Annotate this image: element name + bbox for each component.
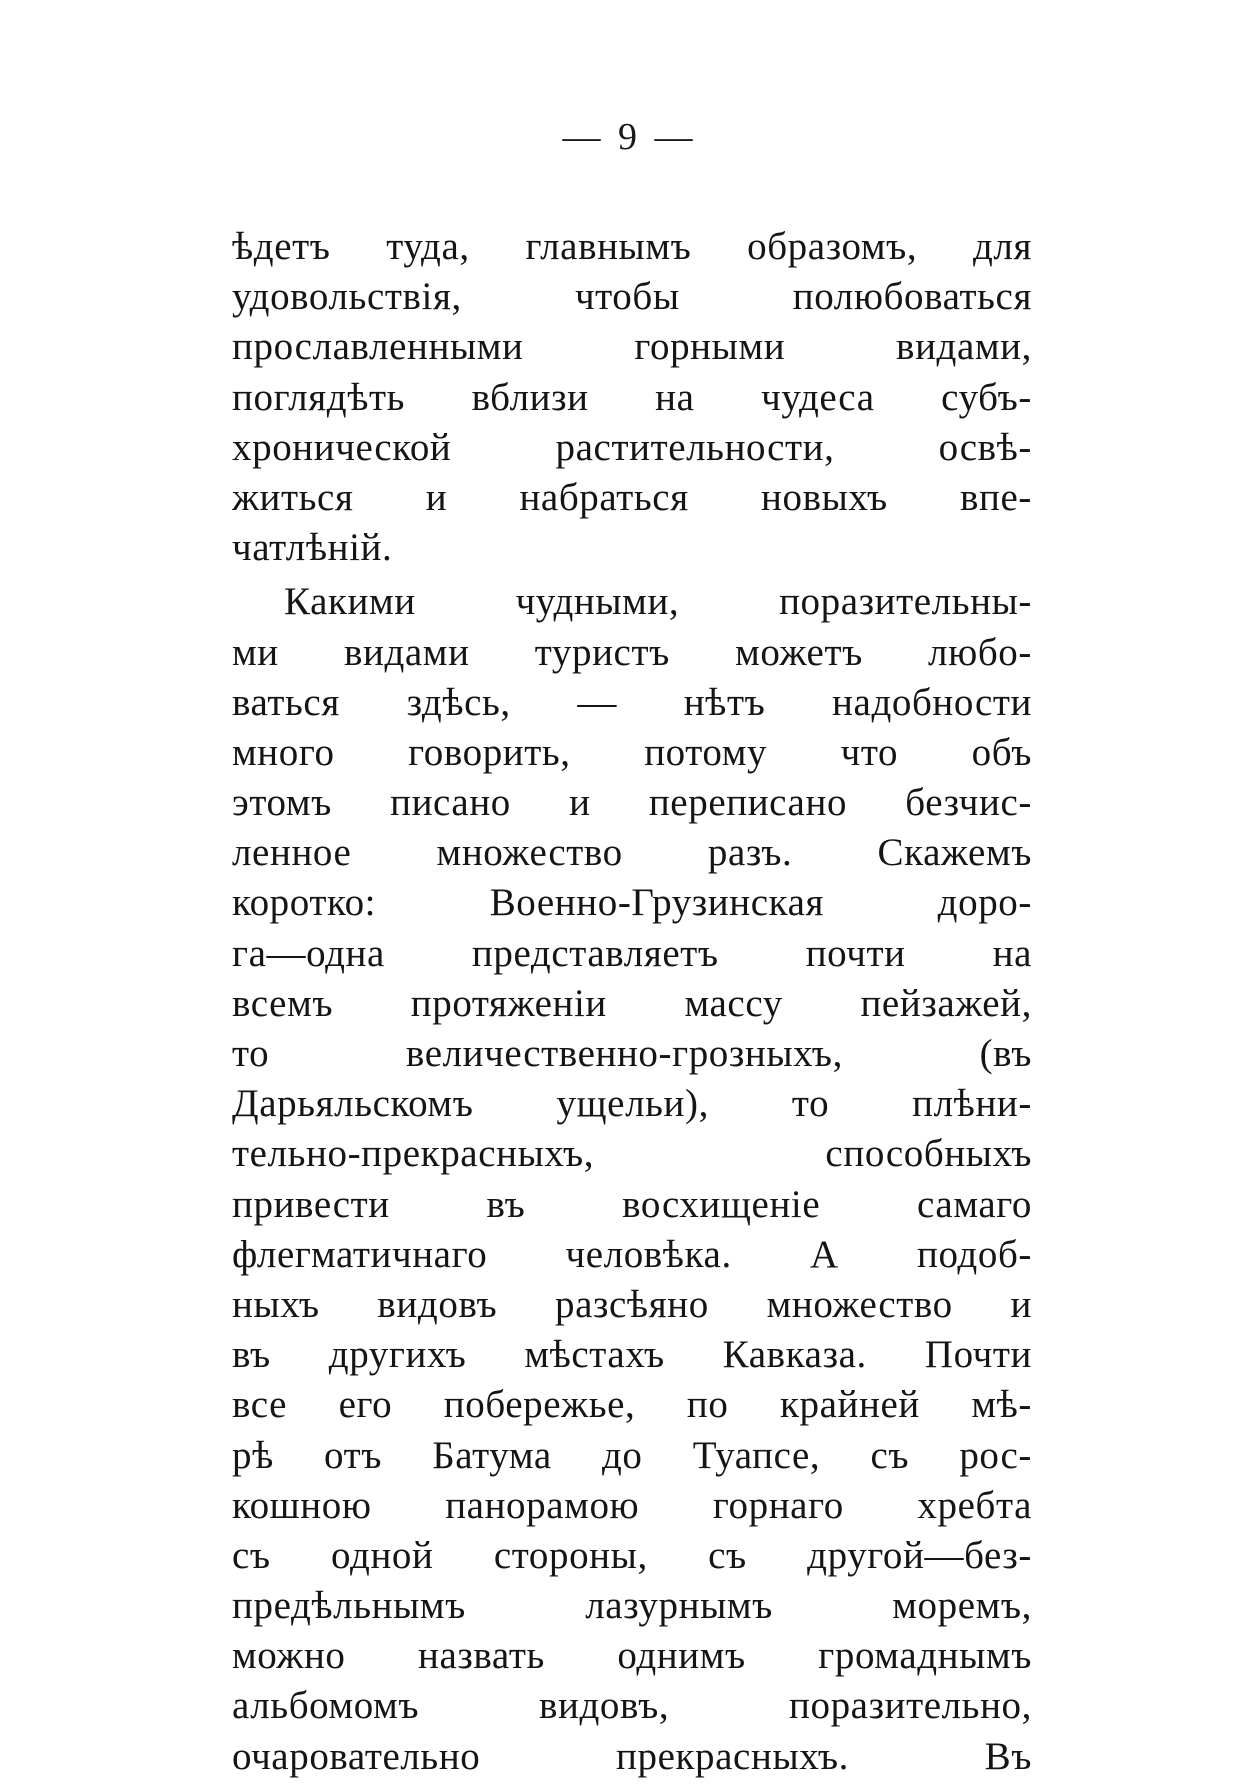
text-line: много говорить, потому что объ — [232, 730, 1032, 774]
text-line: Какими чудными, поразительны- — [284, 580, 1032, 624]
text-line: все его побережье, по крайней мѣ- — [232, 1383, 1032, 1427]
paragraph-2 — [232, 577, 1032, 1782]
text-line: га—одна представляетъ почти на — [232, 931, 1032, 975]
paragraph-1 — [232, 222, 1032, 573]
text-line: прославленными горными видами, — [232, 325, 1032, 369]
text-line: чатлѣній. — [232, 526, 393, 570]
text-line: ныхъ видовъ разсѣяно множество и — [232, 1282, 1032, 1326]
text-line: съ одной стороны, съ другой—без- — [232, 1533, 1032, 1577]
text-line: очаровательно прекрасныхъ. Въ — [232, 1734, 1032, 1778]
text-line: коротко: Военно-Грузинская доро- — [232, 881, 1032, 925]
text-line: поглядѣть вблизи на чудеса субъ- — [232, 375, 1032, 419]
text-line: удовольствія, чтобы полюбоваться — [232, 275, 1032, 319]
text-line: ваться здѣсь, — нѣтъ надобности — [232, 680, 1032, 724]
text-line: житься и набраться новыхъ впе- — [232, 475, 1032, 519]
text-line: флегматичнаго человѣка. А подоб- — [232, 1232, 1032, 1276]
text-line: можно назвать однимъ громаднымъ — [232, 1634, 1032, 1678]
text-line: въ другихъ мѣстахъ Кавказа. Почти — [232, 1333, 1032, 1377]
text-line: всемъ протяженіи массу пейзажей, — [232, 981, 1032, 1025]
text-line: ленное множество разъ. Скажемъ — [232, 831, 1032, 875]
text-line: предѣльнымъ лазурнымъ моремъ, — [232, 1584, 1032, 1628]
text-line: ѣдетъ туда, главнымъ образомъ, для — [232, 225, 1032, 268]
text-line: то величественно-грозныхъ, (въ — [232, 1032, 1032, 1075]
body-text — [232, 222, 1032, 1782]
text-line: тельно-прекрасныхъ, способныхъ — [232, 1132, 1032, 1176]
text-line: Дарьяльскомъ ущельи), то плѣни- — [232, 1082, 1032, 1126]
text-line: кошною панорамою горнаго хребта — [232, 1483, 1032, 1527]
text-line: привести въ восхищеніе самаго — [232, 1182, 1032, 1226]
text-line: ми видами туристъ можетъ любо- — [232, 630, 1032, 674]
page-number: — 9 — — [562, 116, 697, 158]
text-line: альбомомъ видовъ, поразительно, — [232, 1684, 1032, 1728]
text-line: этомъ писано и переписано безчис- — [232, 781, 1032, 825]
text-line: рѣ отъ Батума до Туапсе, съ рос- — [232, 1433, 1032, 1477]
text-line: хронической растительности, освѣ- — [232, 425, 1032, 469]
